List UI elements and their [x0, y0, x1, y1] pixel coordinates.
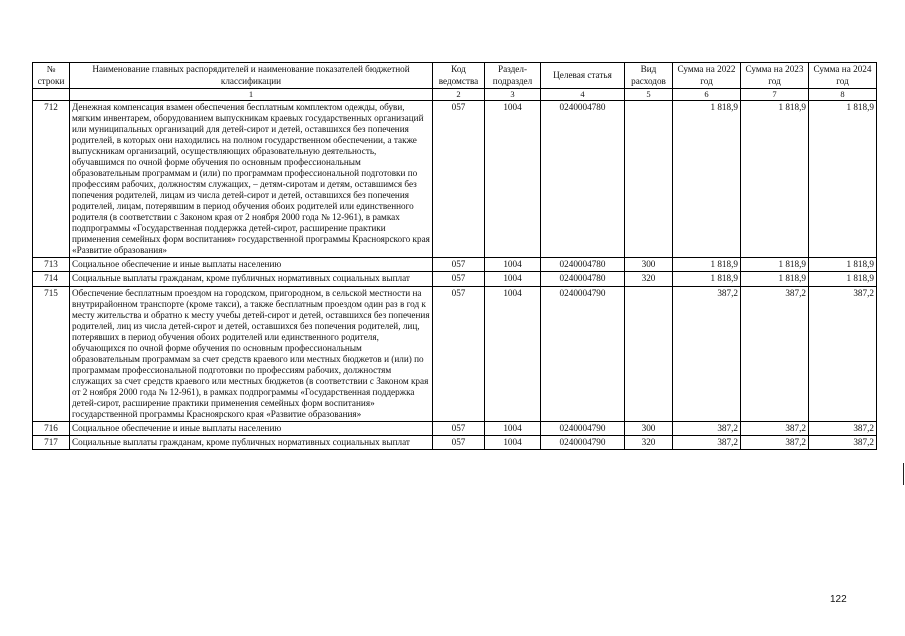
header-sum-2024: Сумма на 2024 год [809, 63, 877, 89]
row-number-cell: 717 [33, 435, 70, 449]
sum-2022-cell: 387,2 [673, 421, 741, 435]
target-article-cell: 0240004780 [541, 101, 625, 258]
sum-2024-cell: 1 818,9 [809, 258, 877, 272]
section-cell: 1004 [485, 286, 541, 421]
expense-type-cell: 300 [625, 421, 673, 435]
sum-2024-cell: 387,2 [809, 286, 877, 421]
sum-2023-cell: 1 818,9 [741, 101, 809, 258]
indicator-name-cell: Социальное обеспечение и иные выплаты населению [70, 421, 433, 435]
table-header-row [33, 63, 877, 89]
table-row [33, 421, 877, 435]
column-number: 3 [485, 89, 541, 101]
section-cell: 1004 [485, 101, 541, 258]
scan-edge-mark [903, 463, 904, 485]
target-article-cell: 0240004790 [541, 421, 625, 435]
budget-table [32, 62, 877, 450]
sum-2023-cell: 387,2 [741, 286, 809, 421]
table-row [33, 101, 877, 258]
row-number-cell: 713 [33, 258, 70, 272]
row-number-cell: 714 [33, 272, 70, 286]
target-article-cell: 0240004790 [541, 286, 625, 421]
sum-2022-cell: 387,2 [673, 435, 741, 449]
expense-type-cell: 320 [625, 435, 673, 449]
sum-2022-cell: 1 818,9 [673, 258, 741, 272]
target-article-cell: 0240004780 [541, 258, 625, 272]
indicator-name-cell: Обеспечение бесплатным проездом на городском, пригородном, в сельской местности на внутрирайонном транспорте (кроме такси), а также бесплатным проездом один раз в год к месту жительства и обратно к месту учебы детей-сирот и детей, оставшихся без попечения родителей, лиц из числа детей-сирот и детей, оставшихся без попечения родителей, лиц, потерявших в период обучения обоих родителей или единственного родителя, обучающихся по очной форме обучения по основным профессиональным образовательным программам за счет средств краевого или местных бюджетов и (или) по программам профессиональной подготовки по профессиям рабочих, должностям служащих за счет средств краевого или местных бюджетов (в соответствии с Законом края от 2 ноября 2000 года № 12-961), в рамках подпрограммы «Государственная поддержка детей-сирот, расширение практики применения семейных форм воспитания» государственной программы Красноярского края «Развитие образования» [70, 286, 433, 421]
expense-type-cell [625, 286, 673, 421]
dept-code-cell: 057 [433, 272, 485, 286]
column-number: 6 [673, 89, 741, 101]
column-number: 7 [741, 89, 809, 101]
target-article-cell: 0240004780 [541, 272, 625, 286]
page-number: 122 [830, 594, 847, 605]
row-number-cell: 715 [33, 286, 70, 421]
header-expense-type: Вид расходов [625, 63, 673, 89]
table-row [33, 286, 877, 421]
sum-2023-cell: 387,2 [741, 421, 809, 435]
header-row-number: № строки [33, 63, 70, 89]
expense-type-cell [625, 101, 673, 258]
section-cell: 1004 [485, 435, 541, 449]
dept-code-cell: 057 [433, 435, 485, 449]
table-row [33, 258, 877, 272]
column-number: 2 [433, 89, 485, 101]
sum-2024-cell: 387,2 [809, 421, 877, 435]
dept-code-cell: 057 [433, 421, 485, 435]
expense-type-cell: 300 [625, 258, 673, 272]
table-body [33, 101, 877, 450]
dept-code-cell: 057 [433, 286, 485, 421]
dept-code-cell: 057 [433, 101, 485, 258]
section-cell: 1004 [485, 258, 541, 272]
sum-2023-cell: 1 818,9 [741, 272, 809, 286]
header-name: Наименование главных распорядителей и наименование показателей бюджетной классификации [70, 63, 433, 89]
expense-type-cell: 320 [625, 272, 673, 286]
dept-code-cell: 057 [433, 258, 485, 272]
column-number: 4 [541, 89, 625, 101]
sum-2022-cell: 387,2 [673, 286, 741, 421]
row-number-cell: 716 [33, 421, 70, 435]
sum-2022-cell: 1 818,9 [673, 101, 741, 258]
header-sum-2023: Сумма на 2023 год [741, 63, 809, 89]
section-cell: 1004 [485, 272, 541, 286]
header-sum-2022: Сумма на 2022 год [673, 63, 741, 89]
target-article-cell: 0240004790 [541, 435, 625, 449]
column-number [33, 89, 70, 101]
row-number-cell: 712 [33, 101, 70, 258]
sum-2022-cell: 1 818,9 [673, 272, 741, 286]
column-number: 8 [809, 89, 877, 101]
table-row [33, 435, 877, 449]
sum-2024-cell: 1 818,9 [809, 101, 877, 258]
section-cell: 1004 [485, 421, 541, 435]
column-number-row [33, 89, 877, 101]
indicator-name-cell: Социальное обеспечение и иные выплаты населению [70, 258, 433, 272]
table-row [33, 272, 877, 286]
header-dept-code: Код ведомства [433, 63, 485, 89]
sum-2024-cell: 1 818,9 [809, 272, 877, 286]
indicator-name-cell: Социальные выплаты гражданам, кроме публичных нормативных социальных выплат [70, 272, 433, 286]
header-target-article: Целевая статья [541, 63, 625, 89]
sum-2023-cell: 387,2 [741, 435, 809, 449]
sum-2024-cell: 387,2 [809, 435, 877, 449]
header-section: Раздел-подраздел [485, 63, 541, 89]
indicator-name-cell: Социальные выплаты гражданам, кроме публичных нормативных социальных выплат [70, 435, 433, 449]
column-number: 1 [70, 89, 433, 101]
indicator-name-cell: Денежная компенсация взамен обеспечения бесплатным комплектом одежды, обуви, мягким инвентарем, оборудованием выпускникам краевых государственных организаций или муниципальных организаций для детей-сирот и детей, оставшихся без попечения родителей, в которых они находились на полном государственном обеспечении, а также выпускникам организаций, осуществляющих образовательную деятельность, обучавшимся по очной форме обучения по основным профессиональным образовательным программам и (или) по программам профессиональной подготовки по профессиям рабочих, должностям служащих, – детям-сиротам и детям, оставшимся без попечения родителей, лицам из числа детей-сирот и детей, оставшихся без попечения родителей, лицам, потерявшим в период обучения обоих родителей или единственного родителя (в соответствии с Законом края от 2 ноября 2000 года № 12-961), в рамках подпрограммы «Государственная поддержка детей-сирот, расширение практики применения семейных форм воспитания» государственной программы Красноярского края «Развитие образования» [70, 101, 433, 258]
sum-2023-cell: 1 818,9 [741, 258, 809, 272]
column-number: 5 [625, 89, 673, 101]
